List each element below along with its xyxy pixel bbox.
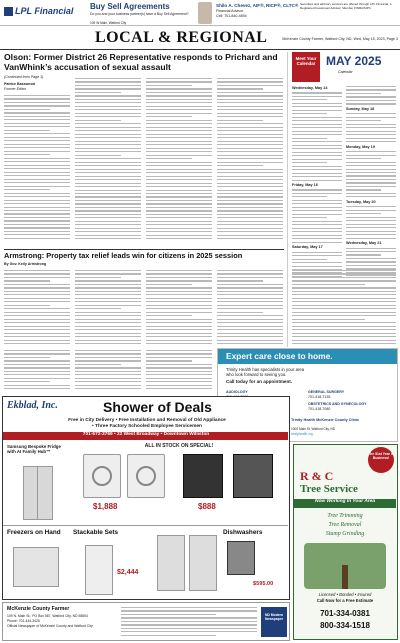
calendar-day: Monday, May 19 [346,144,375,149]
calendar-badge [292,52,320,82]
dishwasher-label: Dishwashers [223,529,263,536]
sidebar-divider [287,52,288,347]
health-brand: Trinity Health McKenzie County Clinic [291,418,360,422]
tree-badge-text: The 51st Year in Business! [368,452,394,460]
footer-phone[interactable]: Phone: 701-444-3426 [7,619,40,623]
health-cta[interactable]: Call today for an appointment. [226,379,293,384]
masthead-rule [0,49,400,50]
advisor-photo [198,2,212,24]
tree-licensed: Licensed • Bonded • Insured [318,592,372,597]
dishwasher-panel [223,529,287,597]
store-ad [2,396,290,600]
calendar-day: Wednesday, May 14 [292,86,328,90]
footer-fineprint [121,607,257,639]
freezer-label: Freezers on Hand [7,529,61,536]
calendar-day: Tuesday, May 20 [346,199,376,204]
price-tag: $2,444 [117,569,139,576]
tree-trunk-icon [342,565,348,589]
top-ad [0,0,400,26]
price-tag: $595.00 [253,581,274,587]
story2-col-2 [75,270,141,348]
story2-rule [4,249,284,250]
freezer-panel [7,529,69,597]
fridge-image [23,466,53,520]
story2-col-7 [75,350,141,394]
store-divider [3,525,288,526]
tree-service: Tree Trimming [327,513,363,519]
range-2-image [233,454,273,498]
dryer-door-icon [136,466,156,486]
tree-name2: Tree Service [300,483,358,495]
mid-products [155,531,219,595]
tree-name: R & C [300,469,334,483]
store-contact[interactable]: 701-572-3769 • 22 West Broadway • Downtown Williston [82,432,210,437]
tree-phone2[interactable]: 800-334-1518 [320,621,370,630]
special-panel [73,444,285,524]
advisor-name: Shilo A. Chevez, AIF®, RICP®, CLTC® [216,3,299,8]
store-headline: Shower of Deals [103,399,212,415]
lead-byline: Patrice Basswood [4,82,35,86]
story2-col-1 [4,270,70,348]
footer-badge-text: ND Modern Newspaper [264,613,284,621]
ad-disclosure: Securities and advisory services are offered through LPL Financial, a Registered Investment Advisor, Member FINRA/SIPC. [300,2,392,10]
fridge-label: Samsung Bespoke Fridge with AI Family Hub™ [7,444,61,454]
story2-headline: Armstrong: Property tax relief leads win for citizens in 2025 session [4,251,243,260]
tree-service: Stump Grinding [325,531,365,537]
clinic-name: OBSTETRICS AND GYNECOLOGY [308,402,367,406]
ad-subline: Do you and your business partner(s) have a Buy Sell Agreement? [90,12,189,16]
tree-ad [293,444,398,640]
lpl-logo-icon [4,7,13,16]
calendar-day: Saturday, May 17 [292,245,323,250]
lead-col-4 [217,78,283,245]
edition-line: McKenzie County Farmer, Watford City, ND, Wed, May 15, 2023, Page 3 [282,37,398,41]
fridge-panel [7,444,69,524]
footer-address: 109 N. Main St., PO Box 587, Watford City, ND 58854 [7,614,88,618]
price-tag: $1,888 [93,502,118,511]
product-image [189,535,217,591]
clinic-name: AUDIOLOGY [226,390,248,394]
calendar-title: MAY 2025 [326,54,382,68]
tree-badge [368,447,394,473]
story2-col-8 [146,350,212,394]
advisor-address: 109 W Main, Watford City [90,21,127,25]
washer-door-icon [92,466,112,486]
lead-role: Former Editor [4,87,26,91]
health-url[interactable]: trinityhealth.org [291,432,313,436]
advisor-title: Financial Advisor [216,9,244,13]
fridge-door-line [37,466,38,520]
calendar-badge-text: Meet Your Calendar [295,56,317,66]
lead-col-2 [75,78,141,245]
lead-col-3 [146,78,212,245]
section-masthead [0,27,400,49]
tree-tag: Now Working In Your Area [315,499,375,504]
stackable-panel [73,529,153,597]
footer-paper: McKenzie County Farmer [7,606,70,612]
clinic-name: GENERAL SURGERY [308,390,345,394]
calendar-day: Wednesday, May 21 [346,241,382,246]
health-headline: Expert care close to home. [226,351,333,361]
store-promo2: • Three Factory Schooled Employee Servicemen [92,424,202,429]
price-tag: $888 [198,502,216,511]
story2-col-4 [217,270,283,348]
calendar-day: Friday, May 16 [292,183,318,187]
health-line1: Trinity Health has specialists in your area [226,367,305,372]
story2-byline: By Gov. Kelly Armstrong [4,262,47,266]
section-title: LOCAL & REGIONAL [95,29,268,46]
health-line2: who look forward to seeing you. [226,372,287,377]
story2-col-6 [4,350,70,394]
stackable-image [85,545,113,595]
story2-col-5 [292,270,396,348]
stackable-label: Stackable Sets [73,529,119,536]
tree-cta: Call Now for a Free Estimate [316,598,374,603]
health-address: 1000 Main St, Watford City, ND [291,427,336,431]
range-image [183,454,223,498]
lead-continued: (Continued from Page 1) [4,75,44,79]
store-name: Ekblad, Inc. [7,400,58,411]
store-promo1: Free in City Delivery • Free Installation and Removal of Old Appliance [68,418,226,423]
dishwasher-image [227,541,255,575]
footer-badge [261,607,287,637]
tree-service: Tree Removal [328,522,362,528]
product-image [157,535,185,591]
clinic-phone[interactable]: 701-418-7135 [308,395,331,399]
calendar-day: Sunday, May 18 [346,106,375,111]
lead-col-1 [4,95,70,245]
lead-headline: Olson: Former District 26 Representative responds to Prichard and VanWhink’s accusation of sexual assault [4,52,278,72]
footer [2,602,290,641]
freezer-image [13,547,59,587]
tree-phone1[interactable]: 701-334-0381 [320,609,370,618]
special-label: ALL IN STOCK ON SPECIAL! [144,443,214,449]
footer-note: Official Newspaper of McKenzie County and Watford City [7,624,93,628]
calendar-sub: Calendar [338,70,353,74]
clinic-phone[interactable]: 701-418-7080 [308,407,331,411]
lpl-brand: LPL Financial [15,6,74,16]
story2-col-3 [146,270,212,348]
advisor-phone[interactable]: Cell: 701-840-4894 [216,14,247,18]
ad-headline: Buy Sell Agreements [90,2,170,11]
